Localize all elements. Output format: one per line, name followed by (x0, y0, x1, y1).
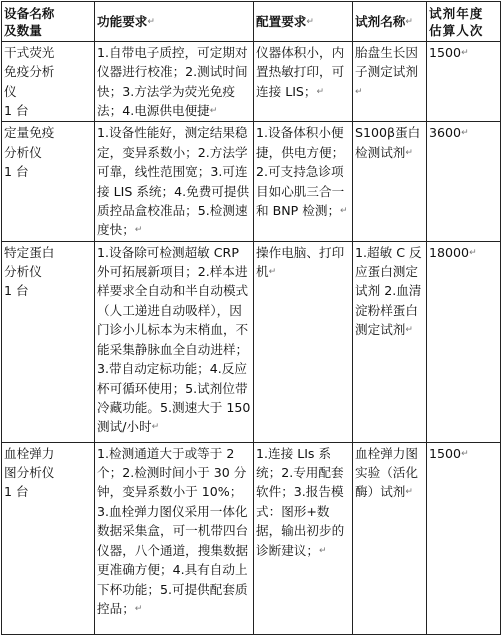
volume-cell: 1500↵ (427, 442, 501, 634)
paragraph-mark-icon: ↵ (340, 205, 348, 216)
volume-cell: 1500↵ (427, 42, 501, 122)
paragraph-mark-icon: ↵ (134, 225, 143, 236)
header-configuration-requirements: 配置要求↵ (254, 2, 353, 42)
paragraph-mark-icon: ↵ (405, 147, 413, 158)
equipment-name-cell: 定量免疫 分析仪 1 台 (2, 122, 95, 241)
table-row (2, 122, 501, 241)
paragraph-mark-icon: ↵ (469, 247, 477, 258)
function-cell: 1.设备性能好，测定结果稳定，变异系数小；2.方法学可靠，线性范围宽；3.可连接 LIS 系统；4.免费可提供质控品盒校准品；5.检测速度快；↵ (95, 122, 254, 241)
reagent-cell: 血栓弹力图实验（活化酶）试剂↵ (353, 442, 427, 634)
header-reagent-name: 试剂名称↵ (353, 2, 427, 42)
equipment-requirements-table (1, 1, 501, 635)
header-row (2, 2, 501, 42)
header-equipment-name: 设备名称 及数量 (2, 2, 95, 42)
paragraph-mark-icon: ↵ (147, 16, 155, 27)
table-row (2, 42, 501, 122)
function-cell: 1.检测通道大于或等于 2 个；2.检测时间小于 30 分钟，变异系数小于 10%；3.血栓弹力图仪采用一体化数据采集盒，可一机带四台仪器，八个通道，搜集数据更准确方便；4.具有自动上下杯功能；5.可提供配套质控品；↵ (95, 442, 254, 634)
equipment-name-cell: 血栓弹力 图分析仪 1 台 (2, 442, 95, 634)
paragraph-mark-icon: ↵ (268, 266, 277, 277)
equipment-name-cell: 特定蛋白 分析仪 1 台 (2, 241, 95, 442)
paragraph-mark-icon: ↵ (355, 86, 363, 97)
table-row (2, 442, 501, 634)
volume-cell: 18000↵ (427, 241, 501, 442)
equipment-name-cell: 干式荧光 免疫分析 仪 1 台 (2, 42, 95, 122)
paragraph-mark-icon: ↵ (461, 47, 469, 58)
function-cell: 1.自带电子质控，可定期对仪器进行校准；2.测试时间快；3.方法学为荧光免疫法；4.电源供电便捷↵ (95, 42, 254, 122)
paragraph-mark-icon: ↵ (405, 487, 413, 498)
config-cell: 操作电脑、打印机↵ (254, 241, 353, 442)
paragraph-mark-icon: ↵ (461, 448, 469, 459)
reagent-cell: S100β蛋白检测试剂↵ (353, 122, 427, 241)
paragraph-mark-icon: ↵ (316, 86, 325, 97)
function-cell: 1.设备除可检测超敏 CRP 外可拓展新项目；2.样本进样要求全自动和半自动模式（人工递进自动吸样），因门诊小儿标本为末梢血，不能采集静脉血全自动进样；3.带自动定标功能；4.反应杯可循环使用；5.试剂位带冷藏功能。5.测速大于 150 测试/小时↵ (95, 241, 254, 442)
paragraph-mark-icon: ↵ (134, 603, 143, 614)
paragraph-mark-icon: ↵ (461, 128, 469, 139)
config-cell: 1.连接 LIs 系统；2.专用配套软件；3.报告模式：图形+数据，输出初步的诊断建议；↵ (254, 442, 353, 634)
paragraph-mark-icon: ↵ (306, 16, 314, 27)
config-cell: 1.设备体积小便捷，供电方便；2.可支持急诊项目如心肌三合一和 BNP 检测；↵ (254, 122, 353, 241)
volume-cell: 3600↵ (427, 122, 501, 241)
reagent-cell: 1.超敏 C 反应蛋白测定试剂 2.血清淀粉样蛋白测定试剂↵ (353, 241, 427, 442)
paragraph-mark-icon: ↵ (405, 325, 413, 336)
paragraph-mark-icon: ↵ (209, 106, 218, 117)
paragraph-mark-icon: ↵ (151, 422, 160, 433)
config-cell: 仪器体积小，内置热敏打印，可连接 LIS；↵ (254, 42, 353, 122)
reagent-cell: 胎盘生长因子测定试剂↵ (353, 42, 427, 122)
table-row (2, 241, 501, 442)
header-function-requirements: 功能要求↵ (95, 2, 254, 42)
header-annual-volume: 试剂年度 估算人次 (427, 2, 501, 42)
paragraph-mark-icon: ↵ (318, 545, 327, 556)
paragraph-mark-icon: ↵ (405, 16, 413, 27)
